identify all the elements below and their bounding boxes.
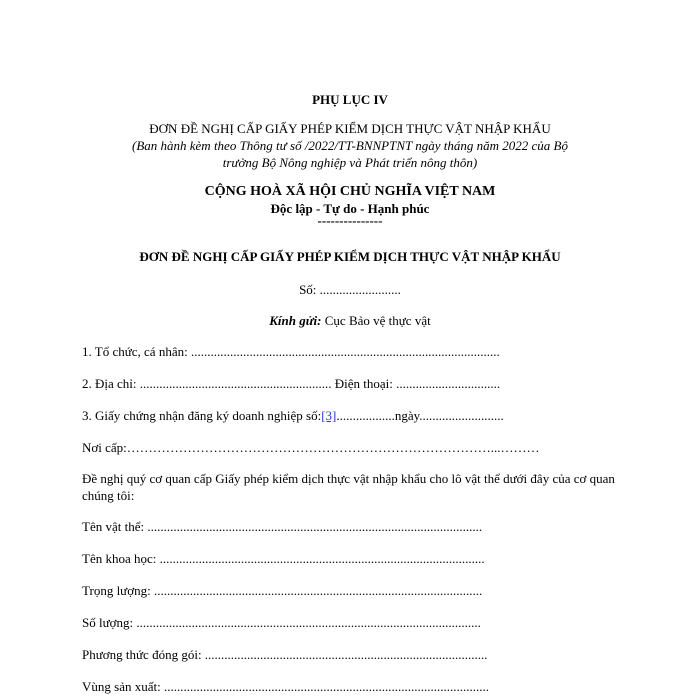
form-heading: ĐƠN ĐỀ NGHỊ CẤP GIẤY PHÉP KIỂM DỊCH THỰC VẬT NHẬP KHẨU (149, 121, 551, 136)
document-number: Số: ......................... (299, 282, 401, 297)
item-name-field: Tên vật thể: ....................................................................................................... (82, 519, 483, 534)
issued-place-field: Nơi cấp:…………………………………………………………………………...……… (82, 440, 540, 455)
appendix-label: PHỤ LỤC IV (312, 92, 388, 107)
origin-field: Vùng sản xuất: .................................................................................................... (82, 679, 489, 694)
org-field: 1. Tổ chức, cá nhân: ............................................................................................... (82, 344, 500, 359)
addressee-label: Kính gửi: (269, 313, 322, 328)
weight-field: Trọng lượng: ..................................................................................................... (82, 583, 483, 598)
addressee-value: Cục Bảo vệ thực vật (324, 313, 431, 328)
address-field: 2. Địa chỉ: ........................................................... Điện thoại: ................................ (82, 376, 501, 391)
document-title: ĐƠN ĐỀ NGHỊ CẤP GIẤY PHÉP KIỂM DỊCH THỰC VẬT NHẬP KHẨU (139, 249, 561, 264)
quantity-field: Số lượng: .......................................................................................................... (82, 615, 481, 630)
national-motto: Độc lập - Tự do - Hạnh phúc (270, 201, 430, 216)
cert-label: 3. Giấy chứng nhận đăng ký doanh nghiệp số: (82, 408, 322, 423)
cert-date: ..................ngày.......................... (336, 408, 504, 423)
registration-cert-field (82, 408, 504, 424)
divider: --------------- (317, 213, 383, 228)
addressee-line (0, 313, 700, 329)
nation-name: CỘNG HOÀ XÃ HỘI CHỦ NGHĨA VIỆT NAM (204, 184, 496, 199)
scientific-name-field: Tên khoa học: .................................................................................................... (82, 551, 485, 566)
packing-field: Phương thức đóng gói: ....................................................................................... (82, 647, 488, 662)
request-paragraph: Đề nghị quý cơ quan cấp Giấy phép kiểm dịch thực vật nhập khẩu cho lô vật thể dưới đây của cơ quan chúng tôi: (82, 471, 615, 503)
issued-by-line-1: (Ban hành kèm theo Thông tư số /2022/TT-BNNPTNT ngày tháng năm 2022 của Bộ (132, 138, 568, 153)
footnote-link[interactable]: [3] (321, 408, 337, 423)
issued-by-line-2: trưởng Bộ Nông nghiệp và Phát triển nông thôn) (222, 155, 478, 170)
